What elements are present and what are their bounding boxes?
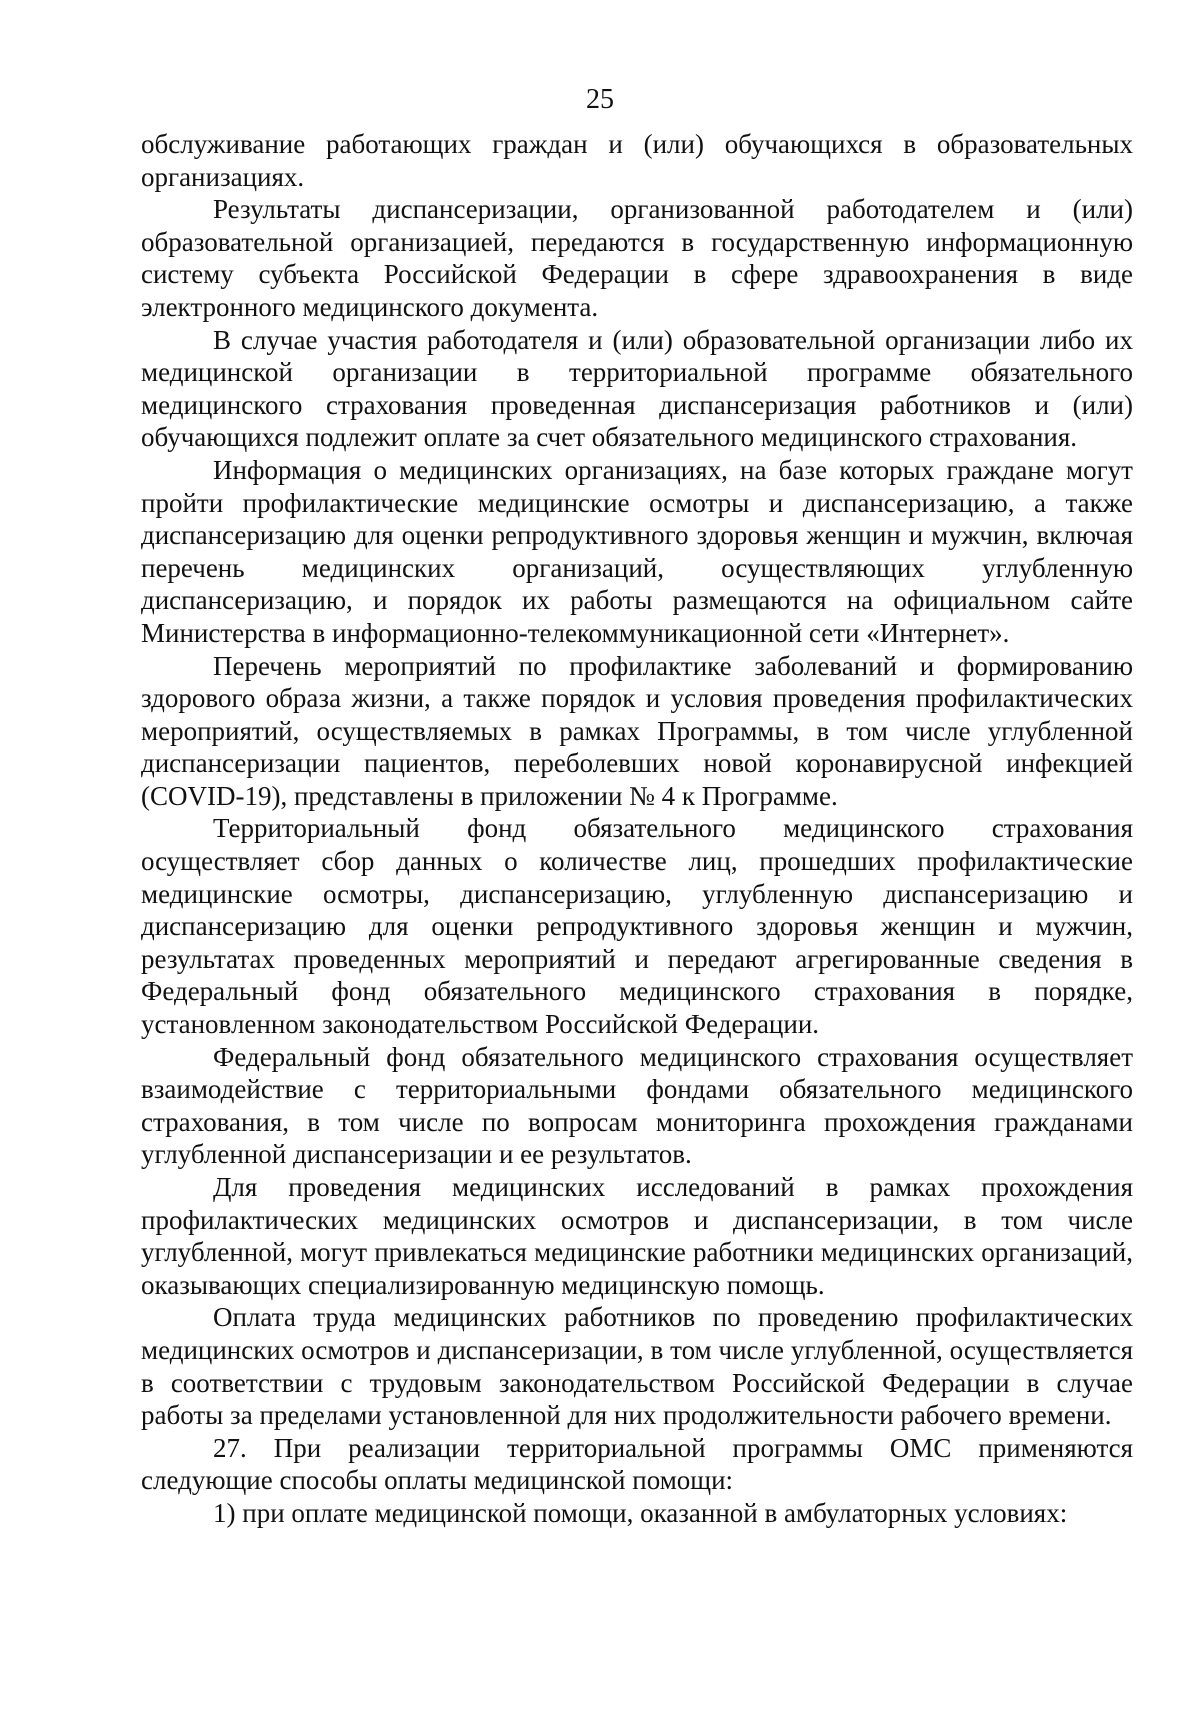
paragraph-labor-payment: Оплата труда медицинских работников по проведению профилактических медицинских осмотров и диспансеризации, в том числе углубленной, осуществляется в соответствии с трудовым законодательством Российской Федерации в случае работы за пределами установленной для них продолжительности рабочего времени.: [141, 1302, 1133, 1431]
paragraph-examination-results: Результаты диспансеризации, организованной работодателем и (или) образовательной организацией, передаются в государственную информационную систему субъекта Российской Федерации в сфере здравоохранения в виде электронного медицинского документа.: [141, 194, 1133, 322]
paragraph-employer-participation: В случае участия работодателя и (или) образовательной организации либо их медицинской организации в территориальной программе обязательного медицинского страхования проведенная диспансеризация работников и (или) обучающихся подлежит оплате за счет обязательного медицинского страхования.: [141, 324, 1133, 453]
paragraph-medical-research: Для проведения медицинских исследований в рамках прохождения профилактических медицинских осмотров и диспансеризации, в том числе углубленной, могут привлекаться медицинские работники медицинских организаций, оказывающих специализированную медицинскую помощь.: [141, 1172, 1133, 1300]
paragraph-prevention-measures: Перечень мероприятий по профилактике заболеваний и формированию здорового образа жизни, а также порядок и условия проведения профилактических мероприятий, осуществляемых в рамках Программы, в том числе углубленной диспансеризации пациентов, переболевших новой коронавирусной инфекцией (COVID-19), представлены в приложении № 4 к Программе.: [141, 650, 1133, 811]
paragraph-subitem-1: 1) при оплате медицинской помощи, оказанной в амбулаторных условиях:: [213, 1497, 1068, 1528]
page-number: 25: [586, 84, 614, 115]
paragraph-federal-fund: Федеральный фонд обязательного медицинского страхования осуществляет взаимодействие с территориальными фондами обязательного медицинского страхования, в том числе по вопросам мониторинга прохождения гражданами углубленной диспансеризации и ее результатов.: [141, 1041, 1133, 1170]
paragraph-organizations-info: Информация о медицинских организациях, на базе которых граждане могут пройти профилактические медицинские осмотры и диспансеризацию, а также диспансеризацию для оценки репродуктивного здоровья женщин и мужчин, включая перечень медицинских организаций, осуществляющих углубленную диспансеризацию, и порядок их работы размещаются на официальном сайте Министерства в информационно-телекоммуникационной сети «Интернет».: [141, 454, 1133, 648]
paragraph-continuation: обслуживание работающих граждан и (или) обучающихся в образовательных организациях.: [141, 129, 1133, 192]
paragraph-territorial-fund: Территориальный фонд обязательного медицинского страхования осуществляет сбор данных о количестве лиц, прошедших профилактические медицинские осмотры, диспансеризацию, углубленную диспансеризацию и диспансеризацию для оценки репродуктивного здоровья женщин и мужчин, результатах проведенных мероприятий и передают агрегированные сведения в Федеральный фонд обязательного медицинского страхования в порядке, установленном законодательством Российской Федерации.: [141, 813, 1133, 1040]
paragraph-item-27: 27. При реализации территориальной программы ОМС применяются следующие способы оплаты медицинской помощи:: [141, 1432, 1133, 1496]
document-body: [141, 128, 1133, 1530]
